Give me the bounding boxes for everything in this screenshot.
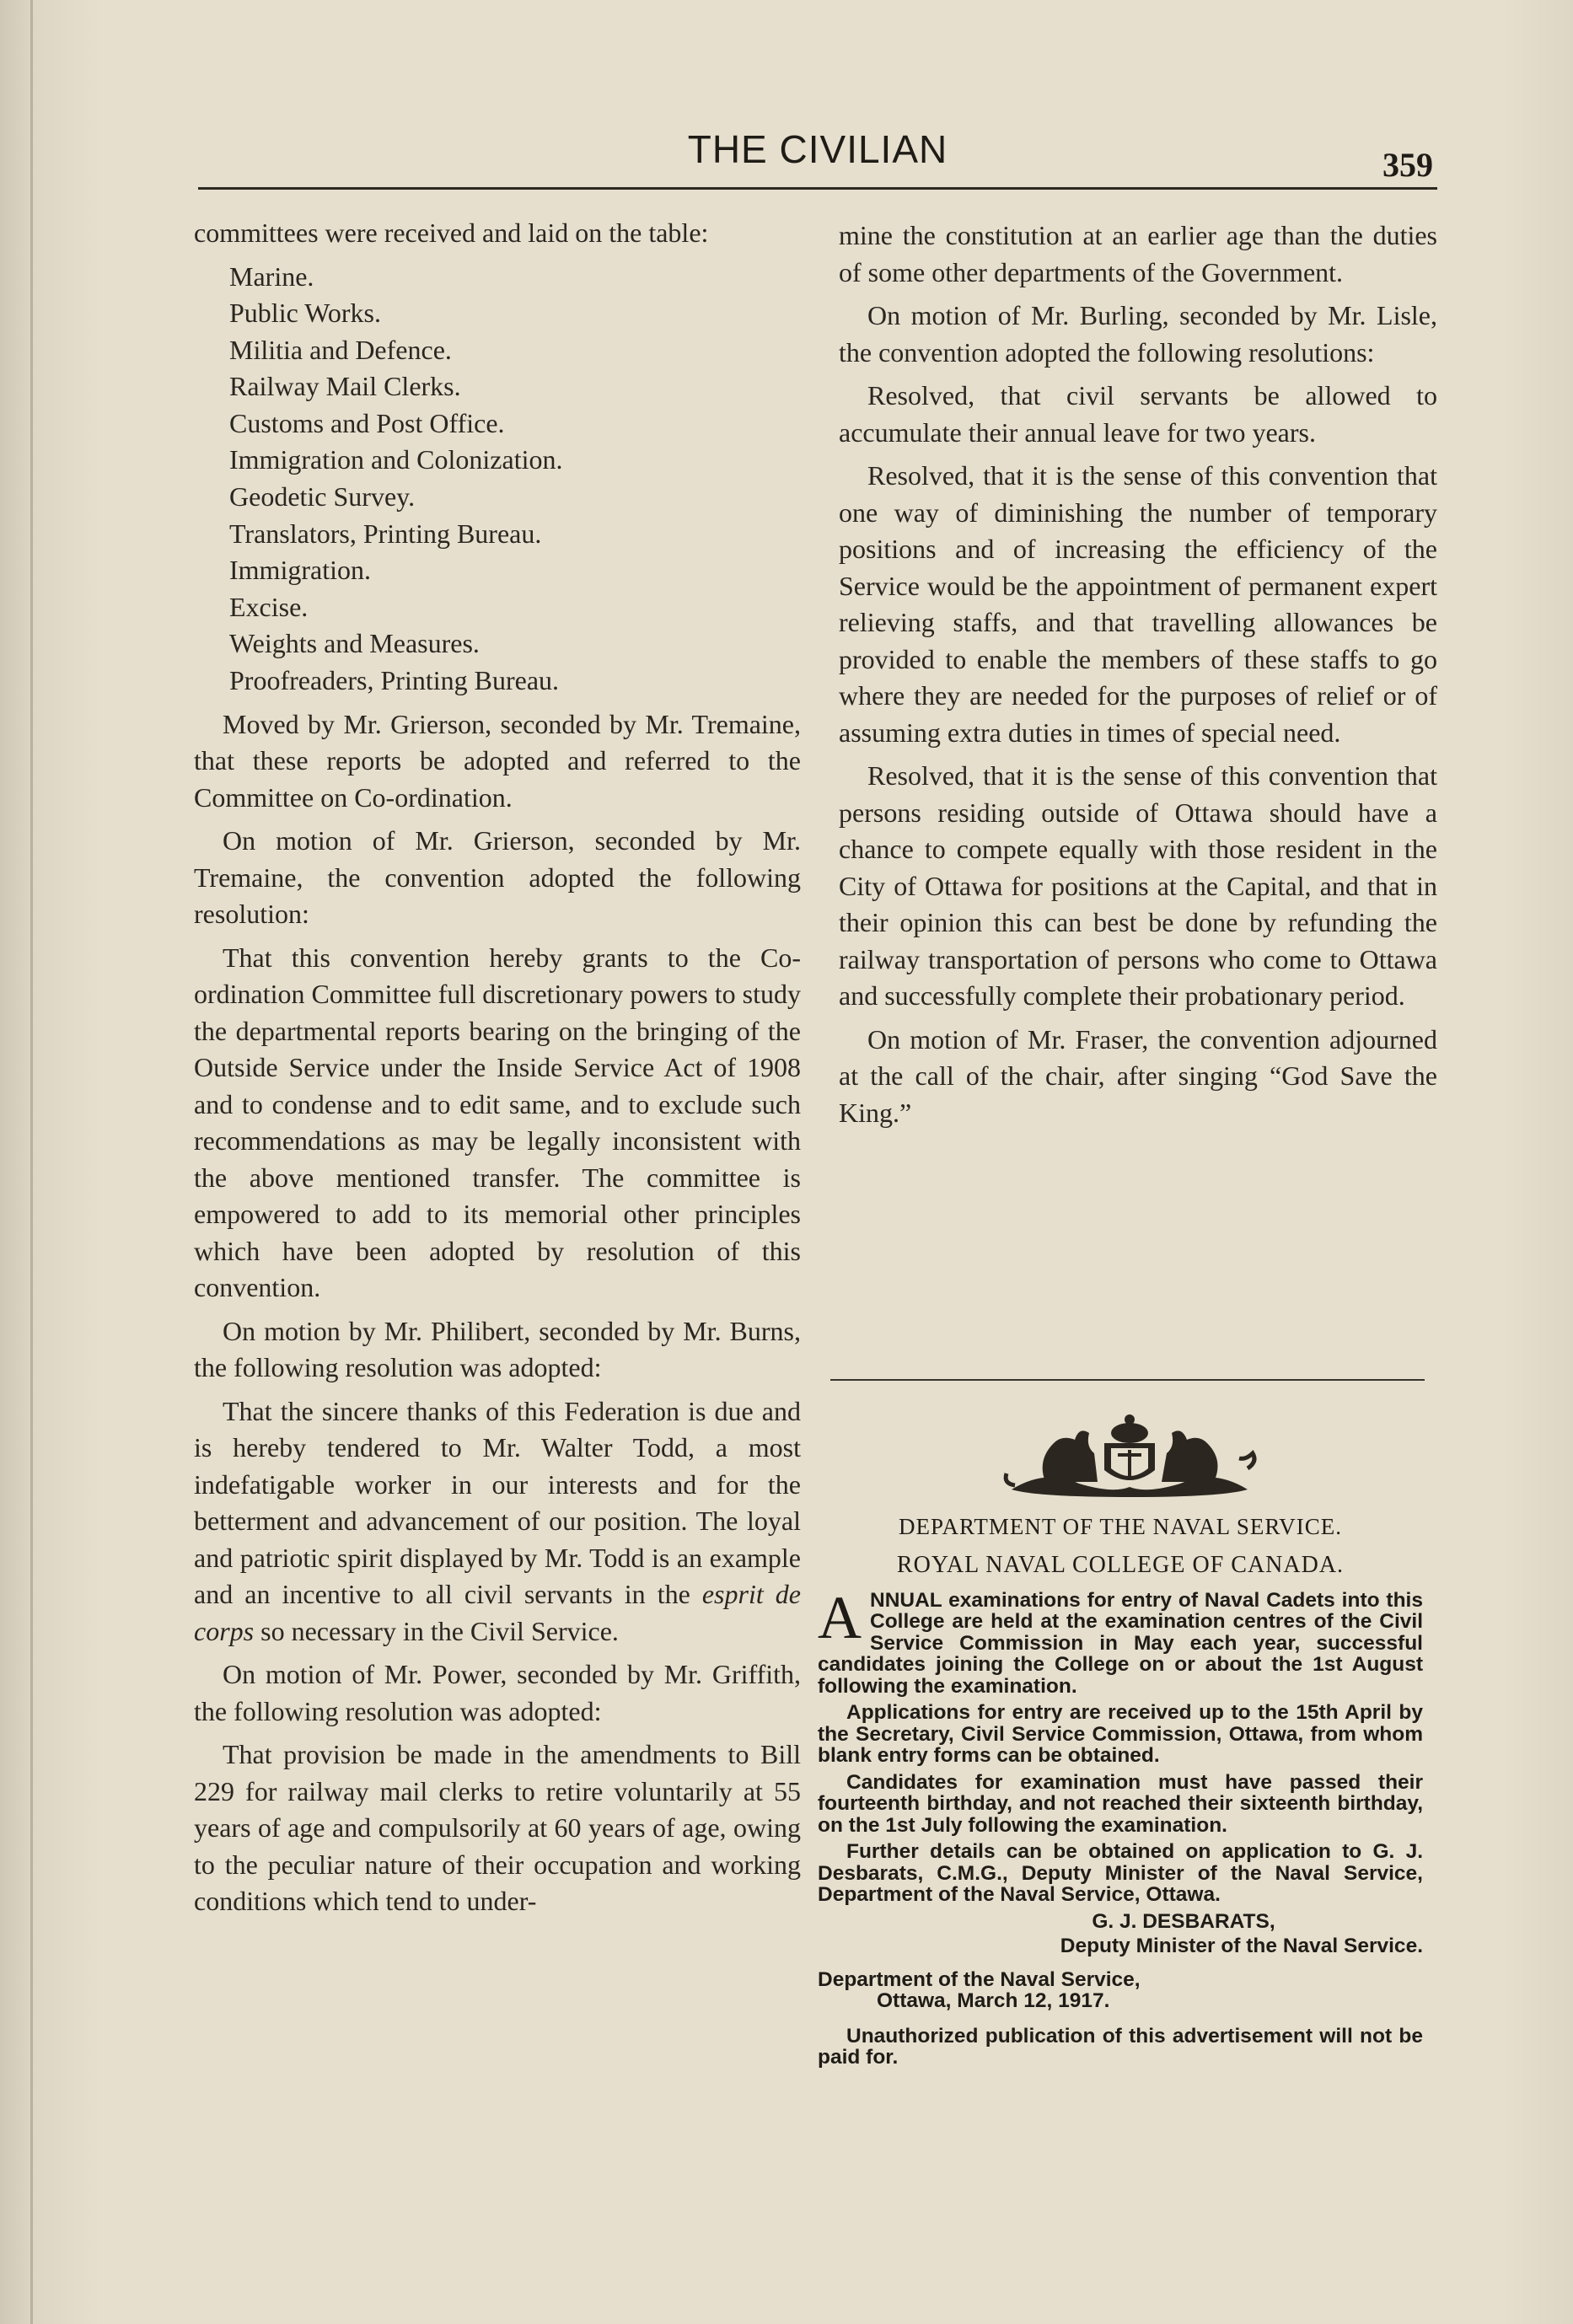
list-item: Marine. (229, 260, 314, 292)
list-item: Weights and Measures. (229, 628, 480, 659)
italic-phrase: esprit de corps (194, 1579, 801, 1646)
list-item: Immigration. (229, 555, 371, 586)
ad-footnote: Unauthorized publication of this advertisement will not be paid for. (818, 2024, 1423, 2069)
ad-paragraph: Further details can be obtained on application to G. J. Desbarats, C.M.G., Deputy Minister of the Naval Service, Department of the Naval Service, Ottawa. (818, 1840, 1423, 1906)
ad-college-heading: ROYAL NAVAL COLLEGE OF CANADA. (896, 1552, 1345, 1578)
section-rule (830, 1379, 1425, 1381)
ad-paragraph: Applications for entry are received up to the 15th April by the Secretary, Civil Service Commission, Ottawa, from whom blank entry forms can be obtained. (818, 1701, 1423, 1767)
list-item: Immigration and Colonization. (229, 444, 563, 475)
paragraph: Resolved, that civil servants be allowed to accumulate their annual leave for two years. (839, 380, 1437, 448)
text-span: That the sincere thanks of this Federation is due and is hereby tendered to Mr. Walter Todd, a most indefatigable worker in our interests and for the betterment and advancement of our position. The loyal and patriotic spirit displayed by Mr. Todd is an example and an incentive to all civil servants in the (194, 1395, 801, 1610)
ad-paragraph: Candidates for examination must have passed their fourteenth birthday, and not reached their sixteenth birthday, on the 1st July following the examination. (818, 1770, 1423, 1837)
left-column (194, 215, 801, 1927)
right-column (839, 217, 1437, 1138)
signature-name: G. J. DESBARATS, (1092, 1909, 1275, 1933)
paragraph: On motion of Mr. Grierson, seconded by Mr. Tremaine, the convention adopted the following resolution: (194, 825, 801, 930)
list-item: Geodetic Survey. (229, 481, 416, 513)
signature-title: Deputy Minister of the Naval Service. (1060, 1935, 1423, 1957)
paragraph: mine the constitution at an earlier age than the duties of some other departments of the Government. (839, 220, 1437, 287)
date-line: Ottawa, March 12, 1917. (877, 1989, 1110, 2012)
paragraph: On motion of Mr. Burling, seconded by Mr. Lisle, the convention adopted the following resolutions: (839, 300, 1437, 368)
royal-coat-of-arms-icon (995, 1409, 1264, 1502)
drop-cap: A (818, 1583, 862, 1651)
list-item: Excise. (229, 591, 309, 622)
paragraph: Moved by Mr. Grierson, seconded by Mr. Tremaine, that these reports be adopted and referred to the Committee on Co-ordination. (194, 708, 801, 813)
text-span: NNUAL examinations for entry of Naval Cadets into this College are held at the examination centres of the Civil Service Commission in May each year, successful candidates joining the College on or about the 1st August following the examination. (818, 1588, 1423, 1698)
list-item: Public Works. (229, 298, 381, 329)
list-item: Customs and Post Office. (229, 407, 505, 438)
ad-department-heading: DEPARTMENT OF THE NAVAL SERVICE. (898, 1514, 1343, 1539)
naval-college-advertisement (818, 1516, 1423, 2074)
paragraph: That this convention hereby grants to the Co-ordination Committee full discretionary powers to study the departmental reports bearing on the bringing of the Outside Service under the Inside Service Act of 1908 and to condense and to edit same, and to exclude such recommendations as may be legally inconsistent with the above mentioned transfer. The committee is empowered to add to its memorial other principles which have been adopted by resolution of this convention. (194, 942, 801, 1303)
paragraph: That provision be made in the amendments to Bill 229 for railway mail clerks to retire voluntarily at 55 years of age and compulsorily at 60 years of age, owing to the peculiar nature of their occupation and working conditions which tend to under- (194, 1739, 801, 1917)
paragraph: Resolved, that it is the sense of this convention that persons residing outside of Ottawa should have a chance to compete equally with those resident in the City of Ottawa for positions at the Capital, and that in their opinion this can best be done by refunding the railway transportation of persons who come to Ottawa and successfully complete their probationary period. (839, 760, 1437, 1011)
list-item: Translators, Printing Bureau. (229, 518, 542, 549)
page-title: THE CIVILIAN (687, 127, 948, 171)
page-number: 359 (1382, 146, 1433, 184)
list-item: Militia and Defence. (229, 334, 452, 365)
binding-gutter (30, 0, 33, 2324)
text-span: so necessary in the Civil Service. (254, 1615, 619, 1646)
list-item: Proofreaders, Printing Bureau. (229, 665, 560, 696)
committee-list (194, 259, 801, 700)
paragraph: On motion by Mr. Philibert, seconded by Mr. Burns, the following resolution was adopted: (194, 1315, 801, 1383)
header-rule (198, 187, 1437, 190)
paragraph: On motion of Mr. Fraser, the convention adjourned at the call of the chair, after singing “God Save the King.” (839, 1023, 1437, 1128)
paragraph: Resolved, that it is the sense of this convention that one way of diminishing the number of temporary positions and of increasing the efficiency of the Service would be the appointment of permanent expert relieving staffs, and that travelling allowances be provided to enable the members of these staffs to go where they are needed for the purposes of relief or of assuming extra duties in times of special need. (839, 460, 1437, 748)
paragraph (194, 1393, 801, 1650)
ad-paragraph (818, 1583, 1423, 1698)
list-item: Railway Mail Clerks. (229, 371, 461, 402)
dept-line: Department of the Naval Service, (818, 1967, 1141, 1991)
committees-intro: committees were received and laid on the table: (194, 217, 709, 248)
paragraph: On motion of Mr. Power, seconded by Mr. Griffith, the following resolution was adopted: (194, 1659, 801, 1726)
